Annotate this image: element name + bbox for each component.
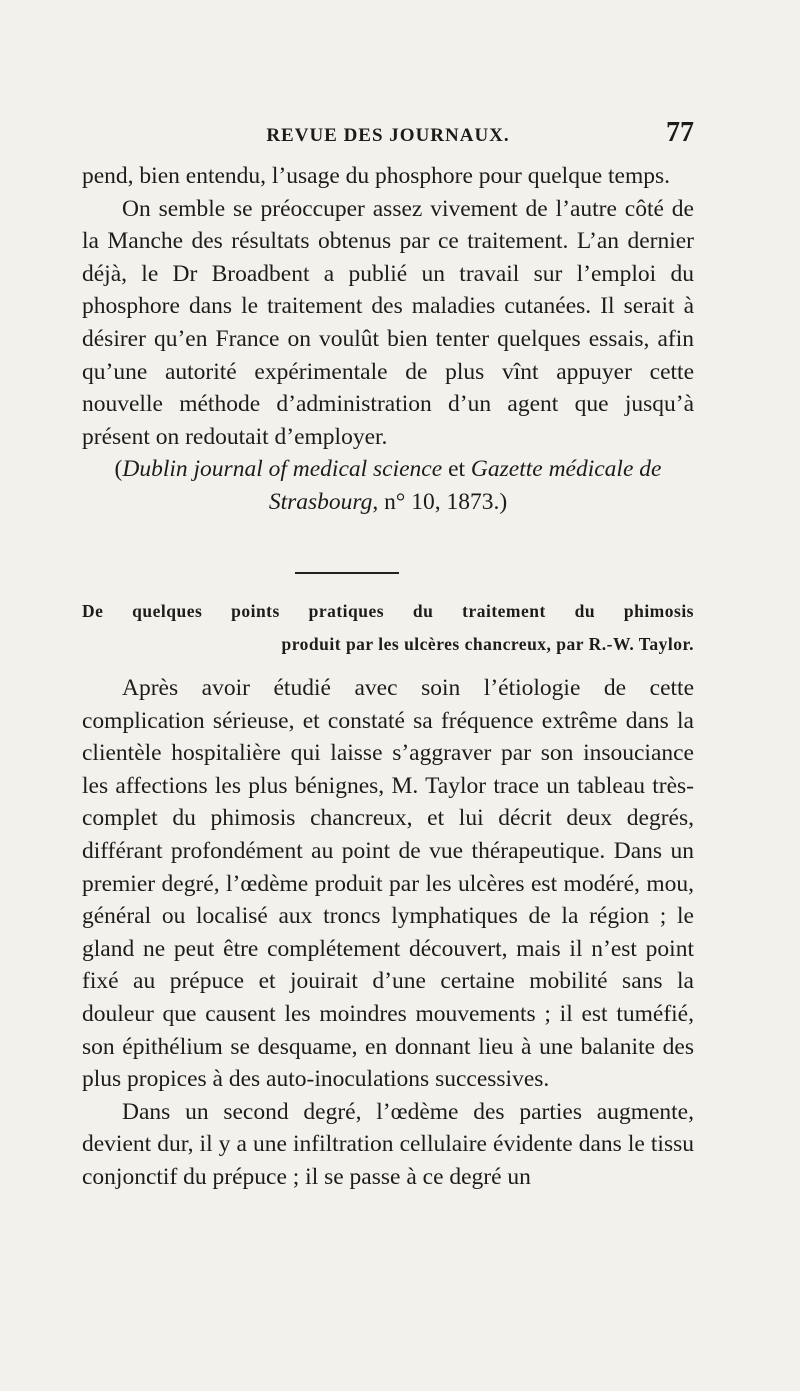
citation-journal-1: Dublin journal of medical science: [122, 456, 443, 483]
running-title: REVUE DES JOURNAUX.: [266, 125, 510, 146]
first-article-text: [82, 160, 694, 519]
continuation-paragraph: pend, bien entendu, l’usage du phosphore pour quelque temps.: [82, 163, 671, 189]
citation-open: (: [114, 456, 123, 483]
citation-connector: et: [442, 456, 471, 483]
citation: [82, 453, 694, 518]
running-head: [82, 117, 694, 151]
phosphore-paragraph: On semble se préoccuper assez vivement de l’autre côté de la Manche des résultats obtenus par ce traitement. L’an dernier déjà, le Dr Broadbent a publié un travail sur l’emploi du phosphore dans le traitement des maladies cutanées. Il serait à désirer qu’en France on voulût bien tenter quelques essais, afin qu’une autorité expérimentale de plus vînt appuyer cette nouvelle méthode d’administration d’un agent que jusqu’à présent on redoutait d’employer.: [82, 195, 694, 450]
article-title-line-2: produit par les ulcères chancreux, par R.-W. Taylor.: [281, 634, 694, 654]
page-number: 77: [666, 117, 694, 148]
citation-issue: , n° 10, 1873.): [372, 488, 508, 515]
section-divider: [295, 572, 399, 574]
taylor-paragraph-2: Dans un second degré, l’œdème des parties augmente, devient dur, il y a une infiltration cellulaire évidente dans le tissu conjonctif du prépuce ; il se passe à ce degré un: [82, 1098, 694, 1190]
second-article-text: [82, 672, 694, 1194]
taylor-paragraph-1: Après avoir étudié avec soin l’étiologie de cette complication sérieuse, et constaté sa fréquence extrême dans la clientèle hospitalière qui laisse s’aggraver par son insouciance les affections les plus bénignes, M. Taylor trace un tableau très-complet du phimosis chancreux, et lui décrit deux degrés, différant profondément au point de vue thérapeutique. Dans un premier degré, l’œdème produit par les ulcères est modéré, mou, général ou localisé aux troncs lymphatiques de la région ; le gland ne peut être complétement découvert, mais il n’est point fixé au prépuce et jouirait d’une certaine mobilité sans la douleur que causent les moindres mouvements ; il est tuméfié, son épithélium se desquame, en donnant lieu à une balanite des plus propices à des auto-inoculations successives.: [82, 675, 694, 1093]
citation-journal-2: Gazette médicale de Strasbourg: [268, 456, 662, 515]
article-title-line-1: De quelques points pratiques du traitement du phimosis: [82, 601, 694, 621]
article-title: [82, 595, 694, 661]
